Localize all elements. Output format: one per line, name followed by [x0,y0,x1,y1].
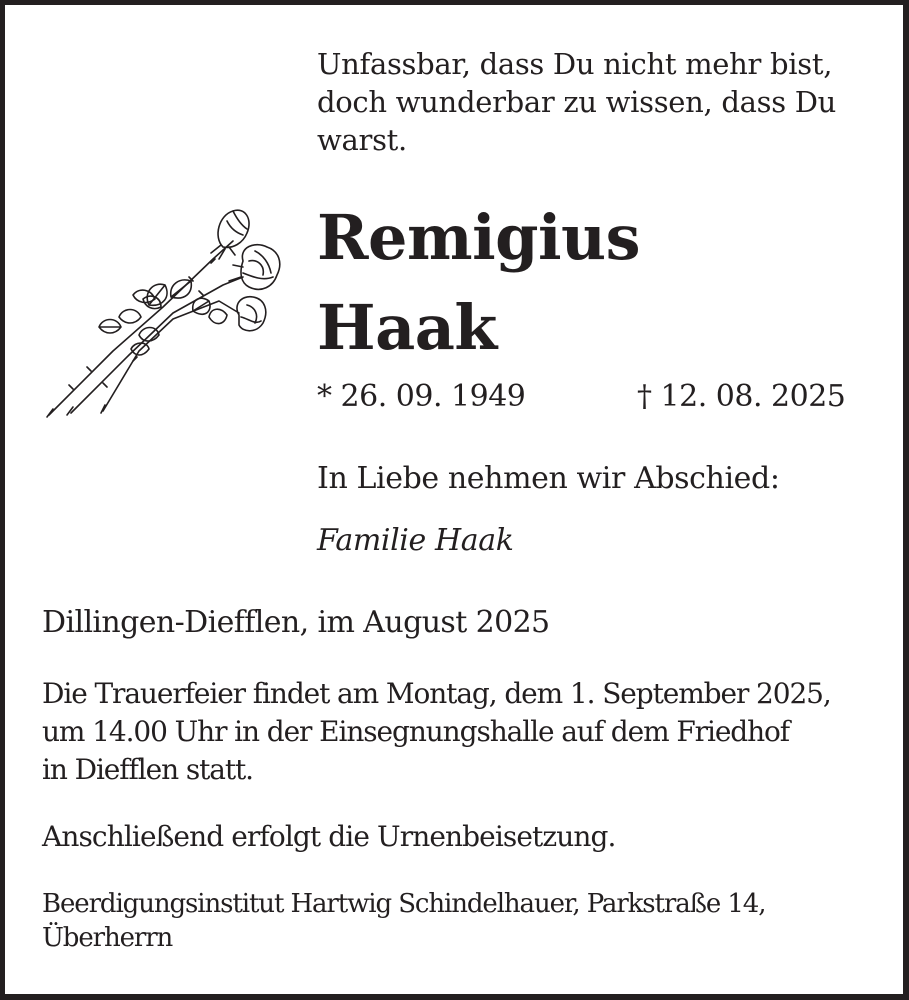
last-name: Haak [317,291,497,364]
first-name: Remigius [317,201,641,274]
farewell-text: In Liebe nehmen wir Abschied: [317,461,780,496]
undertaker-line: Beerdigungsinstitut Hartwig Schindelhauer, Parkstraße 14, [42,889,766,919]
roses-illustration [43,201,283,421]
family-signature: Familie Haak [317,523,514,558]
urn-burial-text: Anschließend erfolgt die Urnenbeisetzung. [42,820,616,853]
ceremony-line: Die Trauerfeier findet am Montag, dem 1. September 2025, [42,677,831,710]
death-date: † 12. 08. 2025 [637,379,846,414]
undertaker-line: Überherrn [42,923,173,953]
memorial-quote [317,45,877,159]
birth-date: * 26. 09. 1949 [317,379,526,414]
ceremony-details [42,675,892,789]
undertaker-info [42,887,892,955]
quote-line: doch wunderbar zu wissen, dass Du [317,85,837,119]
place-date: Dillingen-Diefflen, im August 2025 [42,605,550,640]
quote-line: warst. [317,123,407,157]
deceased-name [317,193,640,373]
ceremony-line: um 14.00 Uhr in der Einsegnungshalle auf dem Friedhof [42,715,790,748]
quote-line: Unfassbar, dass Du nicht mehr bist, [317,47,833,81]
ceremony-line: in Diefflen statt. [42,753,253,786]
roses-icon [43,201,283,421]
